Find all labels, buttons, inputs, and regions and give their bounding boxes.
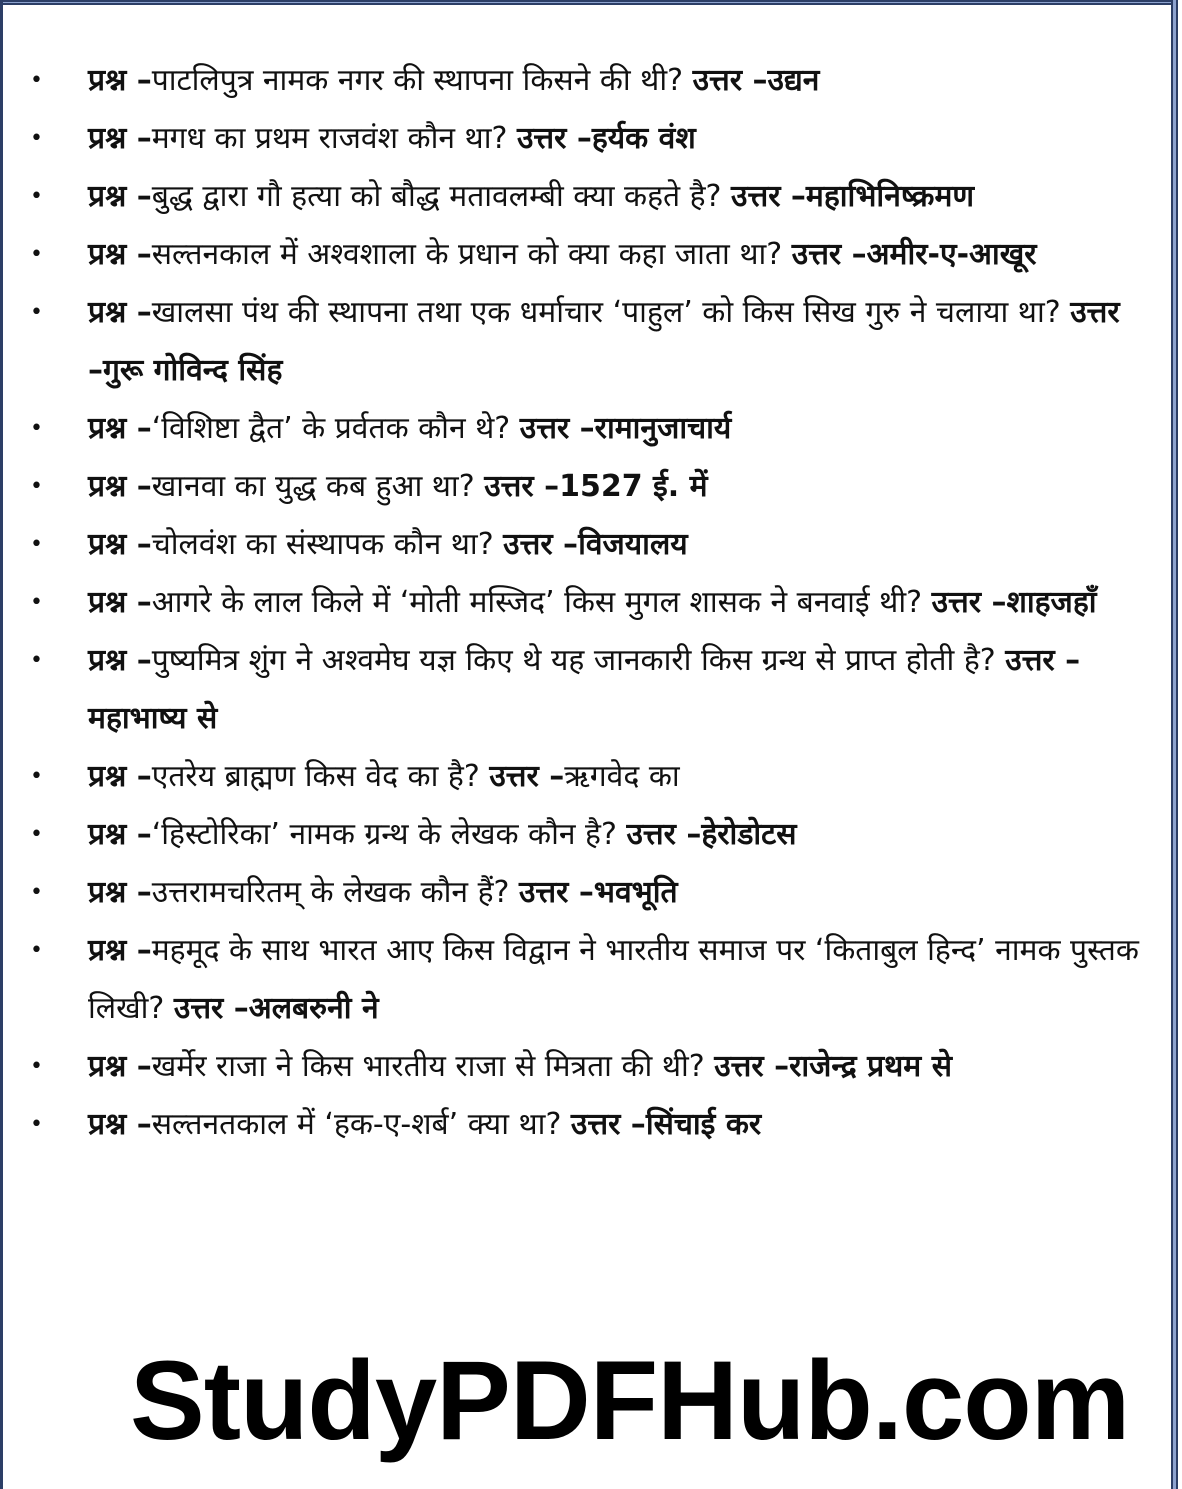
bullet-icon: • (30, 300, 43, 325)
list-item (30, 574, 1140, 632)
question-label: प्रश्न – (88, 63, 152, 98)
question-text: उत्तरामचरितम् के लेखक कौन हैं? (151, 875, 510, 910)
answer-label: उत्तर – (731, 179, 806, 214)
list-item (30, 632, 1140, 748)
page-border-left (0, 0, 3, 1489)
bullet-icon: • (30, 184, 43, 209)
question-label: प्रश्न – (88, 179, 152, 214)
question-text: पुष्यमित्र शुंग ने अश्वमेघ यज्ञ किए थे यह जानकारी किस ग्रन्थ से प्राप्त होती है? (151, 643, 996, 678)
answer-label: उत्तर – (519, 411, 595, 446)
list-item (30, 226, 1140, 284)
answer-label: उत्तर – (503, 527, 579, 562)
answer-label: उत्तर – (518, 875, 594, 910)
answer-label: उत्तर – (173, 991, 249, 1026)
question-label: प्रश्न – (88, 759, 152, 794)
question-label: प्रश्न – (88, 527, 152, 562)
list-item (30, 806, 1140, 864)
list-item (30, 922, 1140, 1038)
bullet-icon: • (30, 68, 43, 93)
answer-label: उत्तर – (714, 1049, 790, 1084)
list-item (30, 52, 1140, 110)
question-label: प्रश्न – (88, 933, 152, 968)
list-item (30, 168, 1140, 226)
answer-label: उत्तर – (791, 237, 867, 272)
answer-text: शाहजहाँ (1006, 585, 1097, 620)
list-item (30, 458, 1140, 516)
bullet-icon: • (30, 416, 43, 441)
list-item (30, 400, 1140, 458)
answer-text: उद्यन (767, 63, 820, 98)
bullet-icon: • (30, 938, 43, 963)
bullet-icon: • (30, 474, 43, 499)
watermark: StudyPDFHub.com (130, 1338, 1130, 1463)
answer-label: उत्तर – (570, 1107, 646, 1142)
answer-label: उत्तर – (484, 469, 560, 504)
answer-text: अलबरुनी ने (248, 991, 379, 1026)
question-text: बुद्ध द्वारा गौ हत्या को बौद्ध मतावलम्बी क्या कहते है? (151, 179, 722, 214)
bullet-icon: • (30, 1112, 43, 1137)
list-item (30, 516, 1140, 574)
question-label: प्रश्न – (88, 469, 152, 504)
answer-label: उत्तर – (931, 585, 1007, 620)
answer-text: अमीर-ए-आखूर (866, 237, 1037, 272)
question-label: प्रश्न – (88, 295, 152, 330)
list-item (30, 1038, 1140, 1096)
answer-text: महाभिनिष्क्रमण (805, 179, 975, 214)
question-label: प्रश्न – (88, 237, 152, 272)
answer-text: सिंचाई कर (645, 1107, 762, 1142)
answer-text: भवभूति (593, 875, 678, 910)
bullet-icon: • (30, 242, 43, 267)
answer-text: महाभाष्य से (88, 701, 218, 736)
bullet-icon: • (30, 764, 43, 789)
question-text: महमूद के साथ भारत आए किस विद्वान ने भारतीय समाज पर ‘किताबुल हिन्द’ नामक पुस्तक लिखी? (88, 933, 1139, 1026)
list-item (30, 748, 1140, 806)
question-label: प्रश्न – (88, 1107, 152, 1142)
question-text: ‘हिस्टोरिका’ नामक ग्रन्थ के लेखक कौन है? (151, 817, 617, 852)
question-text: खर्मेर राजा ने किस भारतीय राजा से मित्रता की थी? (151, 1049, 705, 1084)
question-label: प्रश्न – (88, 1049, 152, 1084)
list-item (30, 1096, 1140, 1154)
answer-text: ऋगवेद का (564, 759, 680, 794)
question-label: प्रश्न – (88, 411, 152, 446)
question-text: खानवा का युद्ध कब हुआ था? (151, 469, 475, 504)
bullet-icon: • (30, 1054, 43, 1079)
question-text: आगरे के लाल किले में ‘मोती मस्जिद’ किस मुगल शासक ने बनवाई थी? (151, 585, 923, 620)
question-text: पाटलिपुत्र नामक नगर की स्थापना किसने की थी? (151, 63, 684, 98)
question-label: प्रश्न – (88, 585, 152, 620)
answer-label: उत्तर – (692, 63, 768, 98)
question-label: प्रश्न – (88, 817, 152, 852)
question-text: खालसा पंथ की स्थापना तथा एक धर्माचार ‘पाहुल’ को किस सिख गुरु ने चलाया था? (151, 295, 1061, 330)
list-item (30, 284, 1140, 400)
answer-text: हर्यक वंश (591, 121, 696, 156)
answer-label: उत्तर – (88, 295, 1120, 388)
question-label: प्रश्न – (88, 875, 152, 910)
question-label: प्रश्न – (88, 643, 152, 678)
answer-label: उत्तर – (516, 121, 592, 156)
question-text: चोलवंश का संस्थापक कौन था? (151, 527, 494, 562)
question-text: ‘विशिष्टा द्वैत’ के प्रर्वतक कौन थे? (151, 411, 511, 446)
question-text: सल्तनकाल में अश्वशाला के प्रधान को क्या कहा जाता था? (151, 237, 783, 272)
bullet-icon: • (30, 880, 43, 905)
answer-text: राजेन्द्र प्रथम से (789, 1049, 952, 1084)
question-text: सल्तनतकाल में ‘हक-ए-शर्ब’ क्या था? (151, 1107, 562, 1142)
answer-text: रामानुजाचार्य (594, 411, 732, 446)
list-item (30, 864, 1140, 922)
page-border-top (0, 0, 1178, 5)
question-text: मगध का प्रथम राजवंश कौन था? (151, 121, 508, 156)
answer-text: हेरोडोटस (701, 817, 797, 852)
bullet-icon: • (30, 532, 43, 557)
answer-label: उत्तर – (626, 817, 702, 852)
answer-text: गुरू गोविन्द सिंह (103, 353, 283, 388)
question-text: एतरेय ब्राह्मण किस वेद का है? (151, 759, 480, 794)
bullet-icon: • (30, 590, 43, 615)
bullet-icon: • (30, 648, 43, 673)
page-border-right (1171, 0, 1178, 1489)
answer-label: उत्तर – (489, 759, 565, 794)
answer-text: विजयालय (578, 527, 688, 562)
question-label: प्रश्न – (88, 121, 152, 156)
answer-label: उत्तर – (1005, 643, 1081, 678)
question-answer-list (30, 52, 1140, 1154)
list-item (30, 110, 1140, 168)
bullet-icon: • (30, 822, 43, 847)
answer-text: 1527 ई. में (559, 469, 708, 504)
bullet-icon: • (30, 126, 43, 151)
